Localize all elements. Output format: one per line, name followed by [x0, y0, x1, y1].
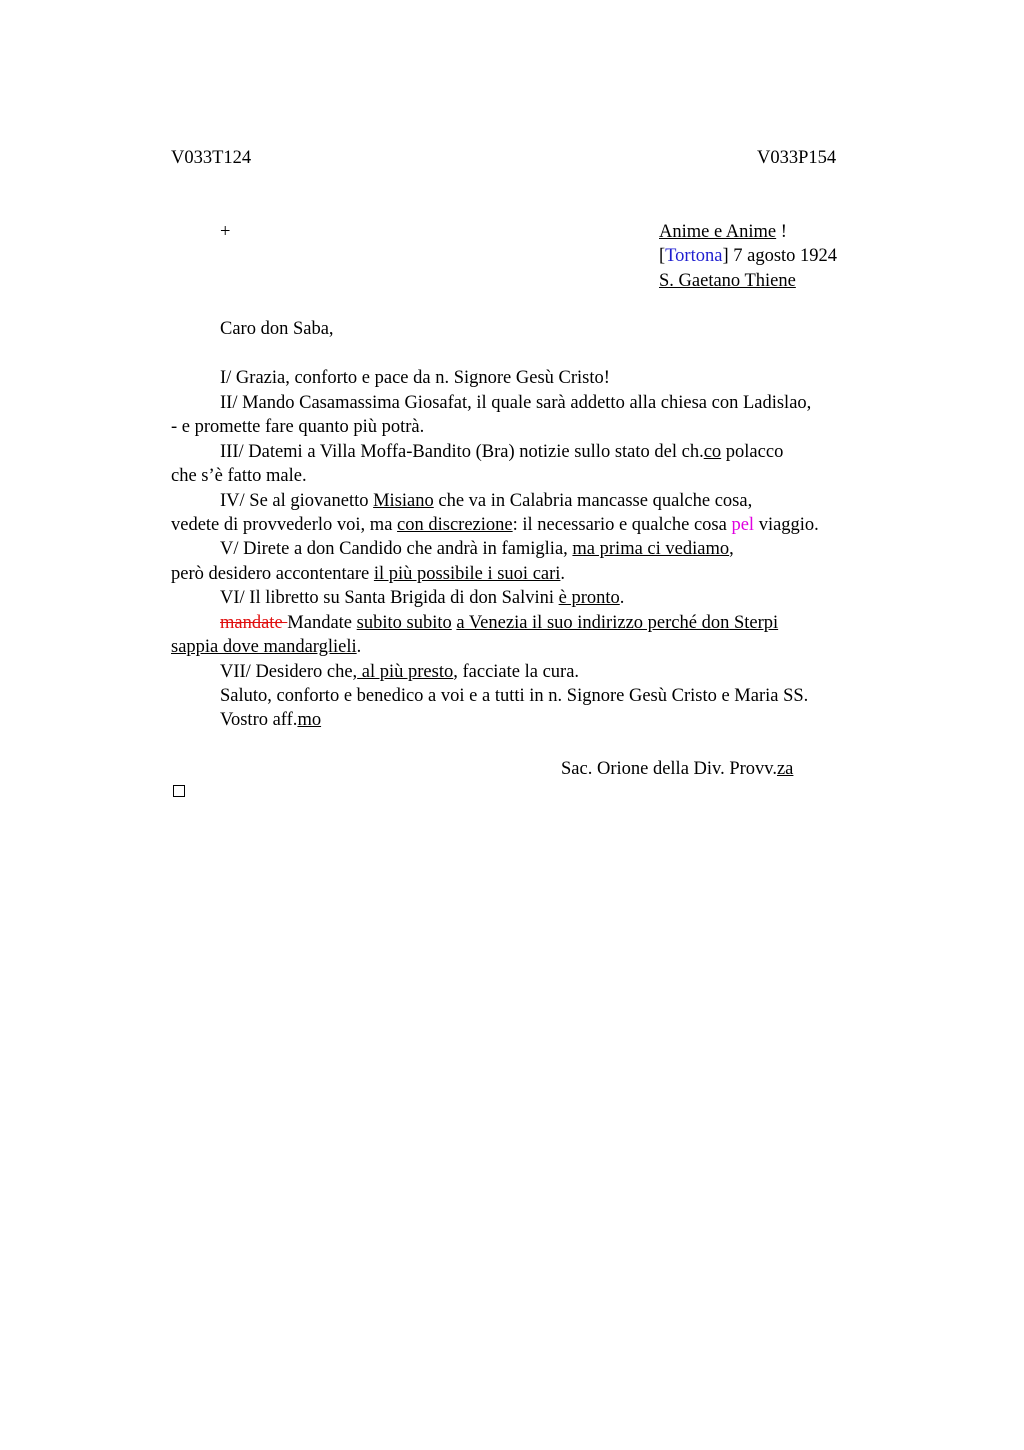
- underlined-run: a Venezia il suo indirizzo perché don Sterpi: [456, 613, 779, 633]
- text-run: VII/ Desidero che,: [220, 662, 358, 682]
- salutation: Caro don Saba,: [220, 319, 334, 339]
- text-run: III/ Datemi a Villa Moffa-Bandito (Bra) notizie sullo stato del ch.: [220, 442, 704, 462]
- text-run: V/ Direte a don Candido che andrà in famiglia,: [220, 539, 573, 559]
- text-run: viaggio.: [754, 515, 819, 535]
- underlined-run: co: [703, 442, 722, 462]
- paragraph-6-line-1: [220, 586, 624, 610]
- underlined-run: con discrezione: [397, 515, 513, 535]
- text-run: ,: [729, 539, 734, 559]
- place-name: Tortona: [665, 246, 723, 266]
- deleted-run: mandate: [220, 613, 288, 633]
- closing-line: Saluto, conforto e benedico a voi e a tutti in n. Signore Gesù Cristo e Maria SS.: [220, 686, 809, 706]
- signature: [561, 757, 793, 781]
- paragraph-6-line-2: [220, 611, 778, 635]
- underlined-run: mo: [297, 710, 322, 730]
- text-run: però desidero accontentare: [171, 564, 374, 584]
- paragraph-3-line-2: che s’è fatto male.: [171, 466, 307, 486]
- motto-exclamation: !: [776, 222, 787, 242]
- underlined-run: è pronto: [558, 588, 620, 608]
- paragraph-7: [220, 660, 579, 684]
- place-date-line: [659, 244, 837, 268]
- letter-date: 7 agosto 1924: [728, 246, 838, 266]
- feast-day: S. Gaetano Thiene: [659, 271, 796, 291]
- paragraph-2-line-2: - e promette fare quanto più potrà.: [171, 417, 425, 437]
- text-run: .: [560, 564, 566, 584]
- underlined-run: subito subito: [356, 613, 452, 633]
- text-run: polacco: [721, 442, 784, 462]
- cross-mark: +: [220, 222, 231, 242]
- text-run: Mandate: [287, 613, 357, 633]
- empty-square-icon: [173, 785, 185, 797]
- paragraph-3-line-1: [220, 440, 783, 464]
- paragraph-2-line-1: II/ Mando Casamassima Giosafat, il quale sarà addetto alla chiesa con Ladislao,: [220, 393, 812, 413]
- paragraph-5-line-2: [171, 562, 565, 586]
- underlined-run: al più presto: [357, 662, 454, 682]
- paragraph-4-line-2: [171, 513, 819, 537]
- document-code-right: V033P154: [757, 148, 837, 168]
- text-run: : il necessario e qualche cosa: [512, 515, 732, 535]
- paragraph-6-line-3: [171, 635, 361, 659]
- text-run: .: [619, 588, 625, 608]
- text-run: , facciate la cura.: [453, 662, 580, 682]
- paragraph-1: I/ Grazia, conforto e pace da n. Signore Gesù Cristo!: [220, 368, 610, 388]
- underlined-run: il più possibile i suoi cari: [373, 564, 561, 584]
- text-run: .: [356, 637, 362, 657]
- underlined-run: ma prima ci vediamo: [572, 539, 730, 559]
- underlined-run: sappia dove mandarglieli: [171, 637, 357, 657]
- magenta-run: pel: [731, 515, 755, 535]
- valediction: [220, 708, 321, 732]
- text-run: IV/ Se al giovanetto: [220, 491, 374, 511]
- motto: Anime e Anime: [659, 222, 777, 242]
- paragraph-4-line-1: [220, 489, 752, 513]
- text-run: che va in Calabria mancasse qualche cosa,: [433, 491, 753, 511]
- underlined-run: Misiano: [373, 491, 434, 511]
- bracket-open: [: [659, 246, 666, 266]
- signature-suffix: za: [776, 759, 794, 779]
- text-run: VI/ Il libretto su Santa Brigida di don Salvini: [220, 588, 559, 608]
- paragraph-5-line-1: [220, 537, 734, 561]
- bracket-close: ]: [722, 246, 729, 266]
- signature-name: Sac. Orione della Div. Provv.: [561, 759, 777, 779]
- document-code-left: V033T124: [171, 148, 252, 168]
- motto-line: [659, 220, 787, 244]
- text-run: vedete di provvederlo voi, ma: [171, 515, 398, 535]
- text-run: Vostro aff.: [220, 710, 298, 730]
